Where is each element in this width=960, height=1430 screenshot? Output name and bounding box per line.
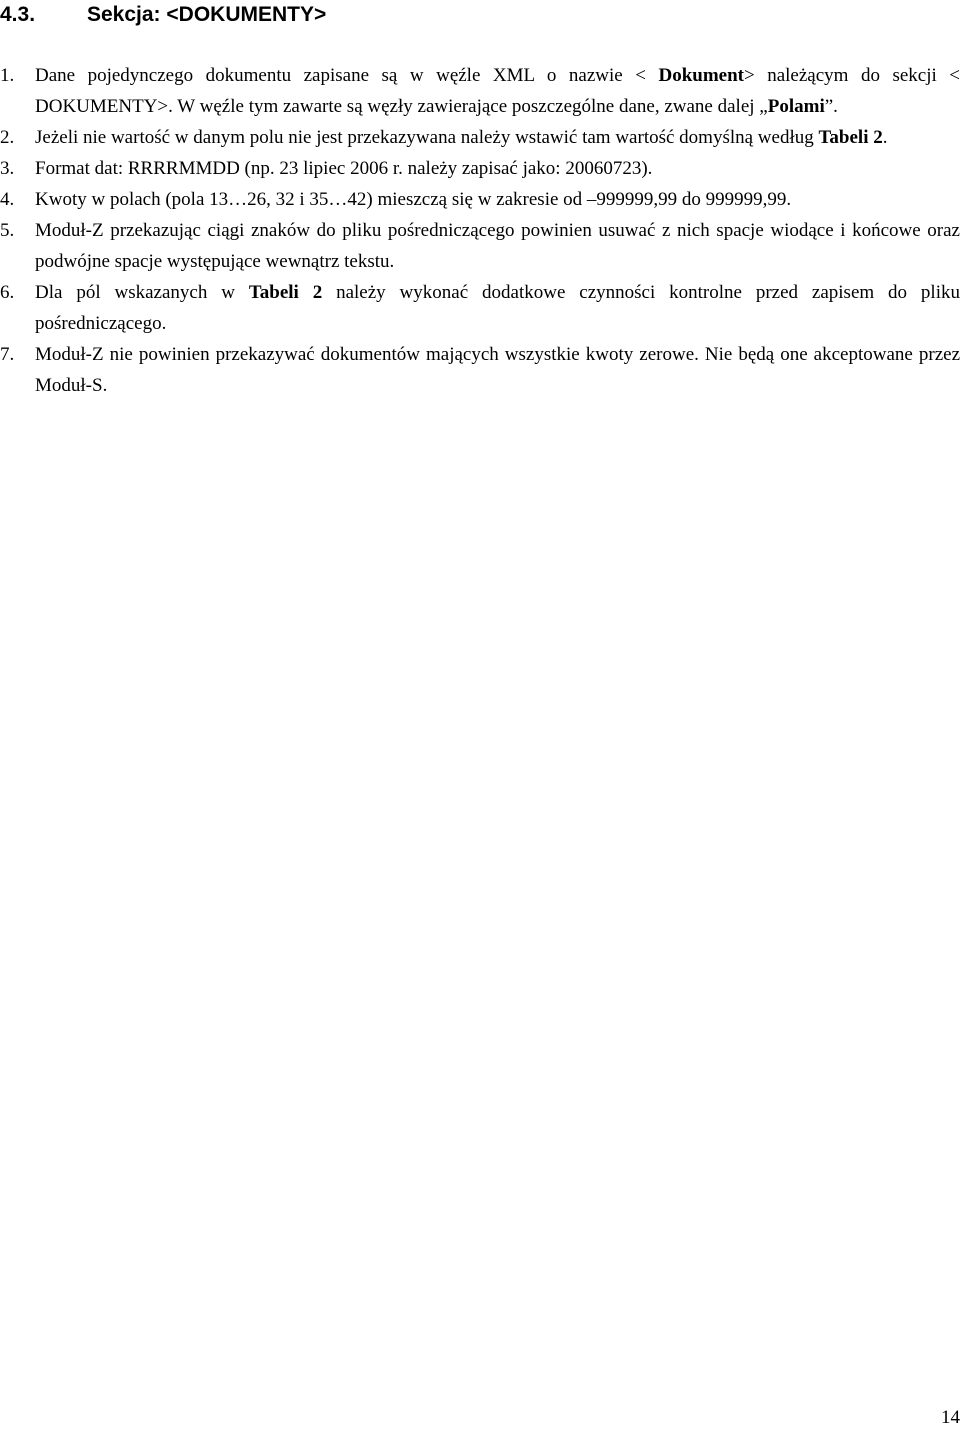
list-item-text [35,60,960,122]
text-run: Kwoty w polach (pola 13…26, 32 i 35…42) mieszczą się w zakresie od –999999,99 do 999999,99. [35,189,792,210]
numbered-list [0,60,960,401]
text-run: Jeżeli nie wartość w danym polu nie jest przekazywana należy wstawić tam wartość domyślną według [35,127,819,148]
list-item [0,122,960,153]
list-item-number: 2. [0,127,15,148]
section-title: Sekcja: <DOKUMENTY> [87,3,327,26]
list-item-text [35,277,960,339]
text-run: . [882,127,888,148]
list-item-number: 5. [0,220,15,241]
bold-term: Tabeli 2 [818,127,883,148]
list-item [0,60,960,122]
text-run: Moduł-Z nie powinien przekazywać dokumentów mających wszystkie kwoty zerowe. Nie będą one akceptowane przez Moduł-S. [35,344,960,396]
bold-term: Tabeli 2 [248,282,323,303]
list-item-number: 7. [0,344,15,365]
list-item-text [35,215,960,277]
list-item-number: 6. [0,282,15,303]
list-item [0,184,960,215]
text-run: > należącym do sekcji < DOKUMENTY>. W węźle tym zawarte są węzły zawierające poszczególne dane, zwane dalej „ [35,65,960,117]
list-item-text [35,339,960,401]
list-item-number: 3. [0,158,15,179]
list-item [0,153,960,184]
text-run: Dane pojedynczego dokumentu zapisane są w węźle XML o nazwie < [35,65,659,86]
bold-term: Polami [767,96,825,117]
text-run: Moduł-Z przekazując ciągi znaków do pliku pośredniczącego powinien usuwać z nich spacje wiodące i końcowe oraz podwójne spacje występujące wewnątrz tekstu. [35,220,960,272]
list-item-text [35,184,960,215]
section-number: 4.3. [0,3,36,26]
page-number: 14 [941,1407,960,1428]
list-item [0,339,960,401]
list-item-text [35,122,960,153]
text-run: Dla pól wskazanych w [35,282,249,303]
section-heading [0,0,326,30]
list-item-text [35,153,960,184]
text-run: Format dat: RRRRMMDD (np. 23 lipiec 2006 r. należy zapisać jako: 20060723). [35,158,653,179]
list-item [0,277,960,339]
list-item [0,215,960,277]
text-run: należy wykonać dodatkowe czynności kontrolne przed zapisem do pliku pośredniczącego. [35,282,960,334]
list-item-number: 1. [0,65,15,86]
bold-term: Dokument [658,65,744,86]
list-item-number: 4. [0,189,15,210]
text-run: ”. [824,96,838,117]
